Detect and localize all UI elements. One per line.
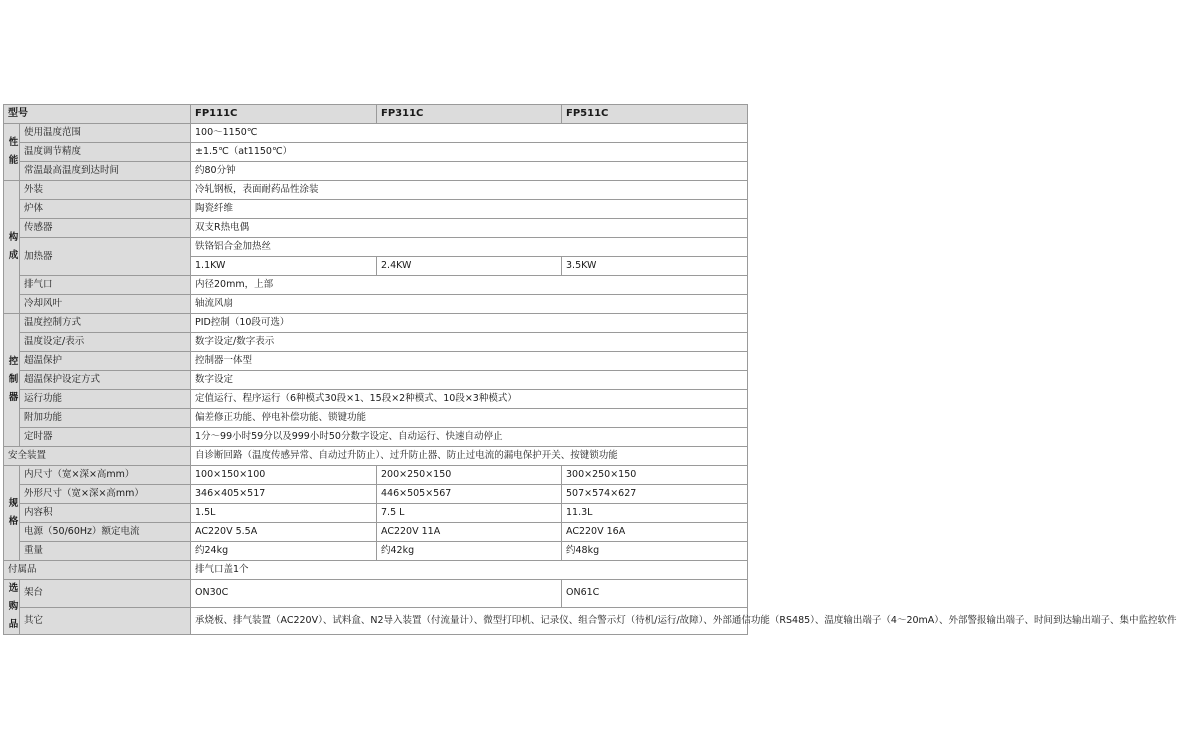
row-label: 外装: [20, 181, 191, 200]
table-row: [4, 561, 748, 580]
row-value: 轴流风扇: [191, 295, 748, 314]
row-label: 炉体: [20, 200, 191, 219]
row-value: PID控制（10段可选）: [191, 314, 748, 333]
table-row: [4, 447, 748, 466]
group-specs: 规 格: [4, 466, 20, 561]
row-label: 其它: [20, 607, 191, 635]
cell-value: 7.5 L: [377, 504, 562, 523]
table-row: [4, 238, 748, 257]
cell-value: 100×150×100: [191, 466, 377, 485]
row-value: 铁铬铝合金加热丝: [191, 238, 748, 257]
table-row: [4, 295, 748, 314]
row-label: 运行功能: [20, 390, 191, 409]
row-label: 附加功能: [20, 409, 191, 428]
row-value: 双支R热电偶: [191, 219, 748, 238]
row-label: 外形尺寸（宽×深×高mm）: [20, 485, 191, 504]
row-label: 冷却风叶: [20, 295, 191, 314]
row-label: 传感器: [20, 219, 191, 238]
row-label: 内尺寸（宽×深×高mm）: [20, 466, 191, 485]
row-label: 温度设定/表示: [20, 333, 191, 352]
row-label: 付属品: [4, 561, 191, 580]
cell-value: 300×250×150: [562, 466, 748, 485]
table-row: [4, 181, 748, 200]
cell-value: 1.1KW: [191, 257, 377, 276]
group-control: 控 制 器: [4, 314, 20, 447]
group-options: 选 购 品: [4, 580, 20, 635]
cell-value: 200×250×150: [377, 466, 562, 485]
table-row: [4, 333, 748, 352]
cell-value: 3.5KW: [562, 257, 748, 276]
row-value: ±1.5℃（at1150℃）: [191, 143, 748, 162]
row-value: 偏差修正功能、停电补偿功能、锁键功能: [191, 409, 748, 428]
table-row: [4, 607, 748, 635]
row-value: 自诊断回路（温度传感异常、自动过升防止）、过升防止器、防止过电流的漏电保护开关、按键锁功能: [191, 447, 748, 466]
row-value: 约80分钟: [191, 162, 748, 181]
row-label: 常温最高温度到达时间: [20, 162, 191, 181]
spec-table-container: [3, 104, 1177, 635]
row-value: 承烧板、排气装置（AC220V）、试料盒、N2导入装置（付流量计）、微型打印机、记录仪、组合警示灯（待机/运行/故障）、外部通信功能（RS485）、温度输出端子（4～20mA）、外部警报输出端子、时间到达输出端子、集中监控软件: [191, 607, 748, 635]
row-label: 超温保护: [20, 352, 191, 371]
row-label: 温度调节精度: [20, 143, 191, 162]
table-row: [4, 542, 748, 561]
table-row: [4, 523, 748, 542]
model-fp111c: FP111C: [191, 105, 377, 124]
cell-value: 2.4KW: [377, 257, 562, 276]
header-row: [4, 105, 748, 124]
row-label: 架台: [20, 580, 191, 608]
table-row: [4, 124, 748, 143]
row-value: 内径20mm，上部: [191, 276, 748, 295]
row-label: 内容积: [20, 504, 191, 523]
group-construction: 构 成: [4, 181, 20, 314]
cell-value: AC220V 16A: [562, 523, 748, 542]
cell-value: ON61C: [562, 580, 748, 608]
cell-value: 约48kg: [562, 542, 748, 561]
row-label: 重量: [20, 542, 191, 561]
row-label: 定时器: [20, 428, 191, 447]
cell-value: 446×505×567: [377, 485, 562, 504]
table-row: [4, 314, 748, 333]
cell-value: AC220V 5.5A: [191, 523, 377, 542]
row-value: 数字设定/数字表示: [191, 333, 748, 352]
model-fp511c: FP511C: [562, 105, 748, 124]
table-row: [4, 466, 748, 485]
row-label: 使用温度范围: [20, 124, 191, 143]
row-value: 数字设定: [191, 371, 748, 390]
cell-value: 约24kg: [191, 542, 377, 561]
cell-value: 约42kg: [377, 542, 562, 561]
row-value: 控制器一体型: [191, 352, 748, 371]
group-performance: 性 能: [4, 124, 20, 181]
table-row: [4, 409, 748, 428]
table-row: [4, 200, 748, 219]
table-row: [4, 352, 748, 371]
row-value: 100～1150℃: [191, 124, 748, 143]
cell-value: 1.5L: [191, 504, 377, 523]
row-label: 温度控制方式: [20, 314, 191, 333]
spec-table: [3, 104, 1177, 635]
row-label: 超温保护设定方式: [20, 371, 191, 390]
table-row: [4, 390, 748, 409]
cell-value: AC220V 11A: [377, 523, 562, 542]
row-value: 1分～99小时59分以及999小时50分数字设定、自动运行、快速自动停止: [191, 428, 748, 447]
table-row: [4, 504, 748, 523]
table-row: [4, 580, 748, 608]
model-header-label: 型号: [4, 105, 191, 124]
row-label: 安全装置: [4, 447, 191, 466]
table-row: [4, 219, 748, 238]
row-label: 排气口: [20, 276, 191, 295]
row-value: 陶瓷纤维: [191, 200, 748, 219]
row-value: 排气口盖1个: [191, 561, 748, 580]
table-row: [4, 162, 748, 181]
row-label: 加热器: [20, 238, 191, 276]
cell-value: ON30C: [191, 580, 562, 608]
table-row: [4, 276, 748, 295]
table-row: [4, 371, 748, 390]
row-label: 电源（50/60Hz）额定电流: [20, 523, 191, 542]
cell-value: 346×405×517: [191, 485, 377, 504]
row-value: 冷轧钢板，表面耐药品性涂装: [191, 181, 748, 200]
table-row: [4, 428, 748, 447]
table-row: [4, 485, 748, 504]
model-fp311c: FP311C: [377, 105, 562, 124]
cell-value: 507×574×627: [562, 485, 748, 504]
table-row: [4, 143, 748, 162]
row-value: 定值运行、程序运行（6种模式30段×1、15段×2种模式、10段×3种模式）: [191, 390, 748, 409]
cell-value: 11.3L: [562, 504, 748, 523]
